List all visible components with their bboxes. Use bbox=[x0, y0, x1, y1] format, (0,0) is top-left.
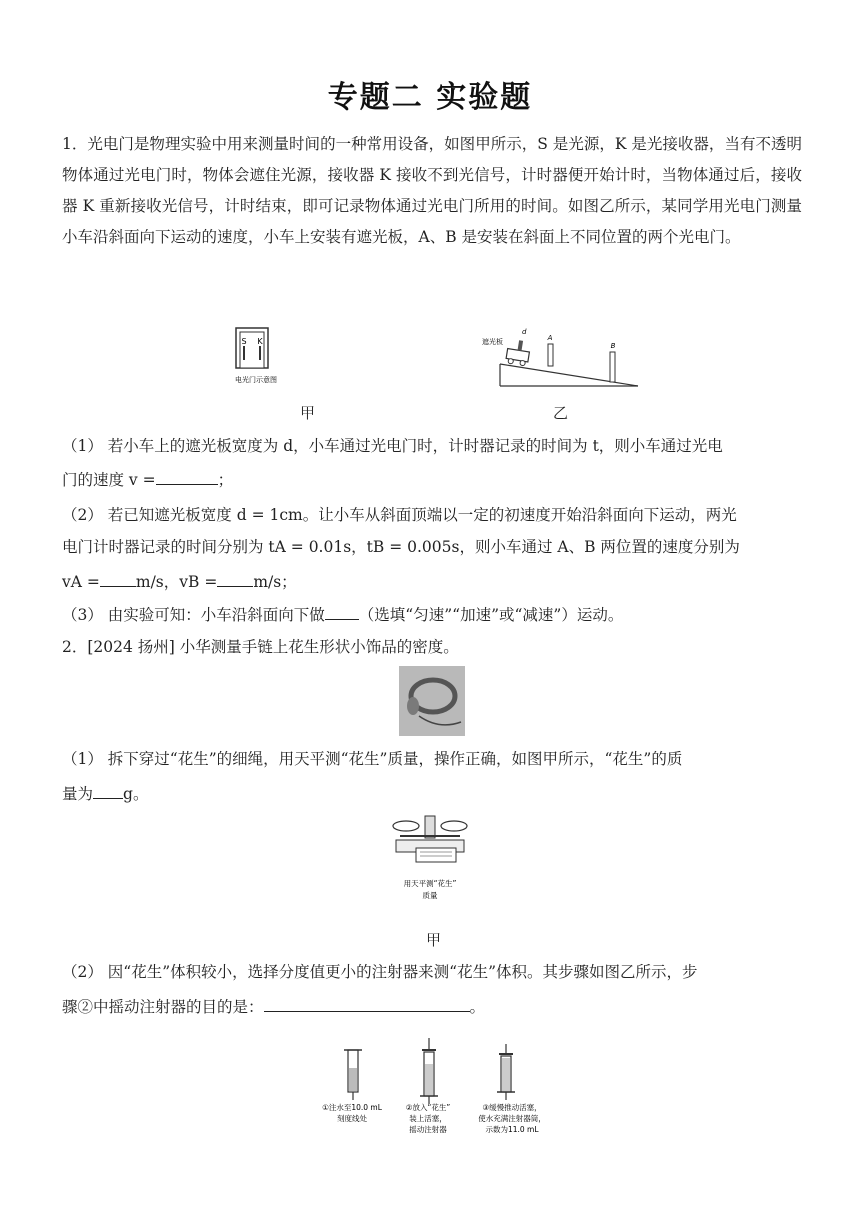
weights-box bbox=[416, 848, 456, 862]
step2-caption-line3: 摇动注射器 bbox=[409, 1125, 447, 1134]
q1-sub1-line2 bbox=[62, 468, 233, 490]
incline-line bbox=[500, 364, 638, 386]
q1-sub3-prefix: （3） 由实验可知：小车沿斜面向下做 bbox=[62, 606, 325, 624]
peanut-charm bbox=[407, 697, 419, 715]
step3-caption-line3: 示数为11.0 mL bbox=[485, 1125, 539, 1134]
q2-sub2-suffix: 。 bbox=[469, 998, 486, 1016]
gate-a bbox=[548, 344, 553, 366]
vb-prefix: m/s，vB = bbox=[135, 573, 218, 591]
figure-caption-yi: 乙 bbox=[553, 404, 569, 422]
step2-caption-line2: 装上活塞， bbox=[409, 1114, 447, 1123]
step2-caption-line1: ②放入“花生” bbox=[405, 1103, 451, 1112]
gate-a-label: A bbox=[547, 334, 553, 342]
answer-blank-v[interactable] bbox=[156, 468, 218, 485]
vb-suffix: m/s； bbox=[253, 573, 297, 591]
q1-sub2-line2: 电门计时器记录的时间分别为 tA = 0.01s，tB = 0.005s，则小车通过 A、B 两位置的速度分别为 bbox=[62, 538, 740, 556]
board-label: 遮光板 bbox=[482, 338, 503, 346]
q1-sub1-suffix: ； bbox=[217, 471, 234, 489]
syringe-step1 bbox=[344, 1050, 362, 1100]
answer-blank-va[interactable] bbox=[100, 570, 136, 587]
q2-sub2-line2 bbox=[62, 995, 485, 1017]
q1-sub1-line1: （1） 若小车上的遮光板宽度为 d，小车通过光电门时，计时器记录的时间为 t，则小车通过光电 bbox=[62, 437, 723, 455]
balance-figure-caption: 甲 bbox=[426, 931, 442, 949]
q2-sub2-line1: （2） 因“花生”体积较小，选择分度值更小的注射器来测“花生”体积。其步骤如图乙所示，步 bbox=[62, 963, 698, 981]
answer-blank-vb[interactable] bbox=[217, 570, 253, 587]
cart bbox=[505, 339, 531, 367]
answer-blank-purpose[interactable] bbox=[264, 995, 470, 1012]
balance-caption-line1: 用天平测“花生” bbox=[403, 879, 457, 888]
q1-sub2-line1: （2） 若已知遮光板宽度 d = 1cm。让小车从斜面顶端以一定的初速度开始沿斜面向下运动，两光 bbox=[62, 506, 737, 524]
q2-sub1-suffix: g。 bbox=[123, 785, 149, 803]
syringe-step2 bbox=[420, 1038, 438, 1104]
q1-sub3-line bbox=[62, 603, 623, 625]
q1-sub3-suffix: （选填“匀速”“加速”或“减速”）运动。 bbox=[358, 606, 624, 624]
gate-b-label: B bbox=[610, 342, 616, 350]
syringe-steps-figure bbox=[316, 1036, 556, 1138]
syringe-step3 bbox=[497, 1044, 515, 1100]
figure-caption-jia: 甲 bbox=[300, 404, 316, 422]
source-label: S bbox=[241, 337, 247, 346]
q2-sub1-prefix: 量为 bbox=[62, 785, 94, 803]
q1-intro: 1．光电门是物理实验中用来测量时间的一种常用设备，如图甲所示，S 是光源，K 是光接收器，当有不透明物体通过光电门时，物体会遮住光源，接收器 K 接收不到光信号，计时器便开始计时，当物体通过后，接收器 K 重新接收光信号，计时结束，即可记录物体通过光电门所用的时间。如图乙所示，某同学用光电门测量小车沿斜面向下运动的速度，小车上安装有遮光板，A、B 是安装在斜面上不同位置的两个光电门。 bbox=[62, 135, 802, 246]
q1-sub2-line3 bbox=[62, 570, 297, 592]
right-pan bbox=[441, 821, 467, 831]
q2-sub1-line2 bbox=[62, 782, 148, 804]
gate-b bbox=[610, 352, 615, 382]
photogate-schematic-figure bbox=[228, 326, 288, 388]
va-prefix: vA = bbox=[62, 573, 100, 591]
receiver-label: K bbox=[257, 337, 263, 346]
width-d-label: d bbox=[522, 328, 527, 336]
q2-sub2-prefix: 骤②中摇动注射器的目的是： bbox=[62, 998, 264, 1016]
incline-cart-figure bbox=[476, 326, 644, 390]
step1-caption-line1: ①注水至10.0 mL bbox=[322, 1103, 382, 1112]
bracelet-photo bbox=[399, 666, 465, 736]
page-title: 专题二 实验题 bbox=[327, 80, 533, 115]
shading-board bbox=[518, 340, 524, 351]
q1-sub1-prefix: 门的速度 v = bbox=[62, 471, 156, 489]
q2-sub1-line1: （1） 拆下穿过“花生”的细绳，用天平测“花生”质量，操作正确，如图甲所示，“花生”的质 bbox=[62, 750, 683, 768]
left-pan bbox=[393, 821, 419, 831]
balance-figure bbox=[390, 812, 470, 910]
answer-blank-motion[interactable] bbox=[325, 603, 359, 620]
photogate-caption: 电光门示意图 bbox=[235, 376, 277, 384]
answer-blank-mass[interactable] bbox=[93, 782, 123, 799]
q2-intro: 2．[2024 扬州] 小华测量手链上花生形状小饰品的密度。 bbox=[62, 638, 459, 656]
balance-pillar bbox=[425, 816, 435, 838]
step3-caption-line1: ③缓慢推动活塞， bbox=[482, 1103, 542, 1112]
step1-caption-line2: 刻度线处 bbox=[337, 1114, 367, 1123]
step3-caption-line2: 使水充满注射器筒， bbox=[478, 1114, 546, 1123]
balance-caption-line2: 质量 bbox=[422, 891, 438, 900]
